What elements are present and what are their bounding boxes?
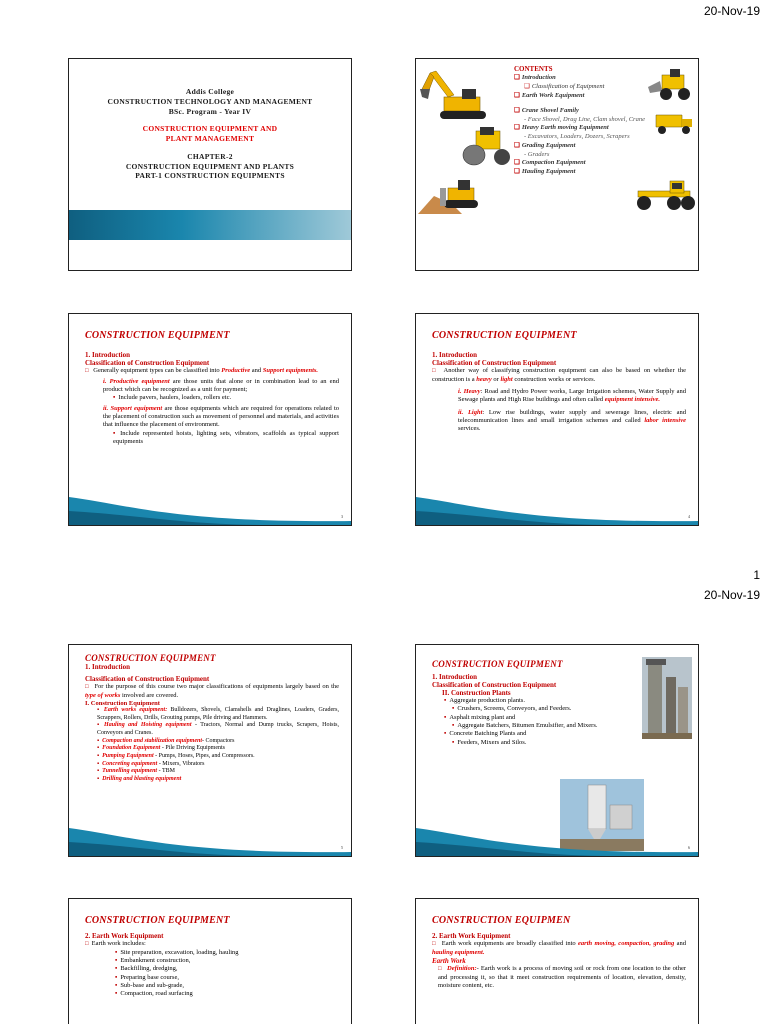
sub-bullet: ▪ Include pavers, haulers, loaders, rollers etc.: [85, 394, 339, 402]
section-heading: 1. Introduction: [432, 673, 477, 681]
text: : Low rise buildings, water supply and sewerage lines, electric and telecommunication lines and small irrigation schemes and called: [458, 408, 687, 424]
paragraph: □ Earth work includes:: [85, 940, 339, 949]
section-heading: 1. Introduction: [85, 351, 130, 359]
contents-item: ❑ Heavy Earth moving Equipment: [514, 124, 645, 133]
text: and: [251, 367, 262, 374]
text: - Earth work is a process of moving soil or rock from one location to the other and processing it, so that it meet construction requirements of location, elevation, density, moisture content, etc.: [438, 964, 687, 989]
term: labor intensive: [644, 416, 687, 424]
list-item: ▪ Asphalt mixing plant and: [432, 714, 638, 722]
list-item: [85, 707, 339, 722]
section-heading: 1. Introduction: [85, 663, 130, 671]
term: Concreting equipment: [102, 760, 158, 767]
list-heading: I. Construction Equipment: [85, 699, 160, 707]
section-heading: 2. Earth Work Equipment: [85, 932, 164, 940]
paragraph: [85, 683, 339, 700]
list-item: [85, 753, 339, 761]
term: Pumping Equipment: [102, 753, 154, 760]
section-heading: 1. Introduction: [432, 351, 477, 359]
term: Drilling and blasting equipment: [102, 776, 182, 783]
page-date-middle: 20-Nov-19: [703, 588, 760, 602]
term: Definition:: [447, 964, 477, 972]
list-item: ▪ Compaction, road surfacing: [85, 990, 339, 998]
list-item: ▪ Sub-base and sub-grade,: [85, 982, 339, 990]
list-item: [85, 722, 339, 737]
slide-wave: [69, 485, 351, 525]
term: Earth works equipment:: [103, 706, 168, 713]
text: - Tractors, Normal and Dump trucks, Scrapers, Hoists, Conveyors and Cranes.: [97, 722, 339, 736]
roman-numeral: i.: [458, 387, 462, 395]
slide-heading: CONSTRUCTION EQUIPMENT: [85, 330, 230, 341]
list-item: ▪ Concrete Batching Plants and: [432, 730, 638, 738]
slide-intro-1: [68, 313, 352, 526]
slide-number: 3: [341, 514, 343, 519]
term: Light: [467, 408, 483, 416]
list-item: ▪ Backfilling, dredging,: [85, 965, 339, 973]
roman-numeral: ii.: [458, 408, 464, 416]
list-item: [85, 776, 339, 784]
text: - Mixers, Vibrators: [157, 760, 205, 767]
slide-wave: [69, 816, 351, 856]
subsection-heading: Classification of Construction Equipment: [432, 681, 557, 689]
slide-wave: [416, 816, 698, 856]
list-item: [85, 405, 339, 430]
paragraph: [432, 367, 686, 384]
slide-earthwork-1: [68, 898, 352, 1024]
sub-bullet: ▪ Crushers, Screens, Conveyors, and Feeders.: [432, 705, 638, 713]
page-date-top: 20-Nov-19: [703, 4, 760, 18]
text: Generally equipment types can be classified into: [93, 367, 220, 374]
list-item: [85, 768, 339, 776]
course-title-2: PLANT MANAGEMENT: [165, 134, 255, 143]
subsection-heading: Classification of Construction Equipment: [85, 675, 210, 683]
slide-intro-2: [415, 313, 699, 526]
sub-bullet: ▪ Aggregate Batchers, Bitumen Emulsifier, and Mixers.: [432, 722, 638, 730]
contents-item: ❑ Introduction: [514, 74, 645, 83]
text: - TBM: [157, 768, 176, 775]
contents-item: ❑ Compaction Equipment: [514, 159, 645, 168]
list-item: ▪ Embankment construction,: [85, 957, 339, 965]
part-title: PART-1 CONSTRUCTION EQUIPMENTS: [135, 171, 285, 181]
slide-heading: CONSTRUCTION EQUIPMENT: [432, 330, 577, 341]
contents-item: ❑ Earth Work Equipment: [514, 92, 645, 101]
grader-image: [634, 177, 696, 213]
slide-title: [68, 58, 352, 271]
term: Tunnelling equipment: [102, 768, 158, 775]
term-productive: Productive: [221, 367, 251, 374]
term: earth moving, compaction, grading: [578, 940, 675, 947]
slide-number: 6: [688, 845, 690, 850]
department: CONSTRUCTION TECHNOLOGY AND MANAGEMENT: [107, 96, 313, 106]
contents-item: ❑ Grading Equipment: [514, 142, 645, 151]
chapter-title: CONSTRUCTION EQUIPMENT AND PLANTS: [125, 161, 295, 171]
term: Foundation Equipment: [102, 745, 161, 752]
text: and: [676, 940, 687, 947]
sub-bullet: ▪ Include represented hoists, lighting sets, vibrators, scaffolds as typical support equipments: [85, 430, 339, 447]
course-title-1: CONSTRUCTION EQUIPMENT AND: [142, 124, 278, 134]
program: BSc. Program - Year IV: [168, 106, 252, 116]
term: equipment intensive.: [604, 396, 661, 404]
text: : Road and Hydro Power works, Large Irrigation schemes, Water Supply and Sewage plants and High Rise buildings and often called: [458, 387, 686, 404]
text: construction works or services.: [514, 375, 596, 383]
section-heading: 2. Earth Work Equipment: [432, 932, 511, 940]
earthwork-heading: Earth Work: [432, 956, 466, 965]
slide-heading: CONSTRUCTION EQUIPMENT: [85, 915, 230, 926]
roller-image: [462, 125, 514, 167]
contents-item: ❑ Hauling Equipment: [514, 168, 645, 177]
list-item: [432, 388, 686, 405]
text: - Compactors: [202, 737, 235, 744]
list-item: [85, 378, 339, 395]
contents-note: - Excavators, Loaders, Dozers, Scrapers: [524, 133, 630, 141]
text: are those units that alone or in combination lead to an end product which can be recognized as a unit for payment;: [103, 377, 339, 393]
list-item: ▪ Site preparation, excavation, loading, hauling: [85, 949, 339, 957]
slide-plants: [415, 644, 699, 857]
term: Heavy: [463, 387, 481, 395]
term: type of works: [85, 691, 121, 699]
slide-heading: CONSTRUCTION EQUIPMENT: [85, 653, 216, 663]
list-item: [85, 761, 339, 769]
list-item: [85, 745, 339, 753]
contents-note: - Face Shovel, Drag Line, Clam shovel, Crane: [524, 115, 645, 123]
text: - Pumps, Hoses, Pipes, and Compressors.: [153, 753, 255, 760]
slide-classification: [68, 644, 352, 857]
dump-truck-image: [652, 111, 696, 135]
loader-image: [648, 67, 696, 101]
text: services.: [458, 425, 481, 433]
blue-band: [69, 210, 351, 240]
contents-item: ❑ Crane Shovel Family: [514, 107, 645, 116]
page-number: 1: [753, 568, 760, 582]
slide-heading: CONSTRUCTION EQUIPMEN: [432, 915, 571, 926]
slide-wave: [416, 485, 698, 525]
subsection-heading: Classification of Construction Equipment: [85, 359, 210, 367]
slide-heading: CONSTRUCTION EQUIPMENT: [432, 659, 563, 669]
term-light: light: [500, 375, 513, 383]
slide-number: 4: [688, 514, 690, 519]
text: For the purpose of this course two major classifications of equipments largely based on the: [94, 683, 340, 690]
slide-contents: [415, 58, 699, 271]
title-block: [79, 87, 341, 181]
text: Bulldozers, Shovels, Clamshells and Draglines, Loaders, Graders, Scrappers, Rollers, Drills, Grouting pumps, Pile driving and Hammers.: [97, 706, 339, 721]
definition: [432, 965, 686, 990]
list-heading: II. Construction Plants: [442, 689, 511, 697]
text: involved are covered.: [122, 691, 179, 699]
text: or: [493, 375, 499, 383]
contents-heading: CONTENTS: [514, 65, 553, 73]
list-item: [85, 738, 339, 746]
slide-earthwork-2: [415, 898, 699, 1024]
subsection-heading: Classification of Construction Equipment: [432, 359, 557, 367]
text: Earth work equipments are broadly classified into: [441, 940, 576, 947]
text: - Pile Driving Equipments: [160, 745, 225, 752]
contents-item: ❑ Classification of Equipment: [514, 83, 645, 92]
college-name: Addis College: [185, 87, 235, 96]
text: are those equipments which are required for operations related to the placement of construction such as movement of personnel and materials, and activities that influence the placement of environment.: [103, 404, 340, 429]
sub-bullet: ▪ Feeders, Mixers and Silos.: [432, 739, 638, 747]
term: Productive equipment: [109, 377, 170, 385]
term: hauling equipment.: [432, 948, 485, 956]
term-support: Support equipments.: [262, 367, 319, 374]
list-item: ▪ Aggregate production plants.: [432, 697, 638, 705]
roman-numeral: ii.: [103, 404, 109, 412]
term: Compaction and stabilization equipment: [102, 737, 202, 744]
paragraph: [432, 940, 686, 957]
excavator-image: [418, 67, 502, 123]
contents-note: - Graders: [524, 150, 550, 158]
term: Support equipment: [110, 404, 163, 412]
text: Another way of classifying construction equipment can also be based on whether the construction is a: [432, 367, 686, 383]
slide-number: 5: [341, 845, 343, 850]
chapter: CHAPTER-2: [187, 151, 233, 161]
asphalt-plant-image: [642, 657, 692, 739]
list-item: [432, 409, 686, 434]
list-item: ▪ Preparing base course,: [85, 974, 339, 982]
paragraph: [85, 367, 339, 376]
roman-numeral: i.: [103, 377, 107, 385]
contents-list: [514, 65, 645, 177]
dozer-image: [418, 174, 488, 214]
term: Hauling and Hoisting equipment: [104, 722, 192, 729]
term-heavy: heavy: [476, 375, 492, 383]
